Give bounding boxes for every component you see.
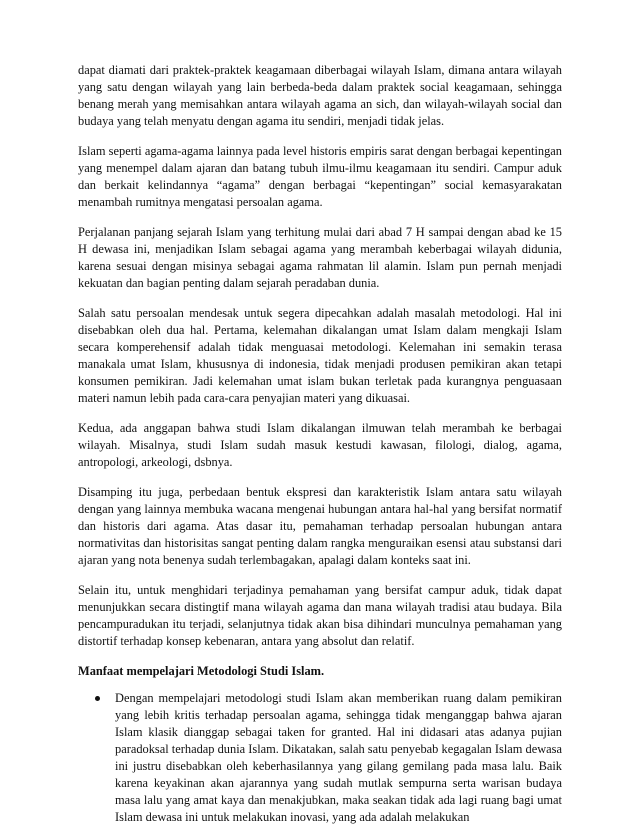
section-heading: Manfaat mempelajari Metodologi Studi Islam. — [78, 664, 325, 678]
paragraph-7: Selain itu, untuk menghidari terjadinya pemahaman yang bersifat campur aduk, tidak dapat menunjukkan secara distingtif mana wilayah agama dan mana wilayah tradisi atau budaya. Bila pencampuradukan itu terjadi, selanjutnya tidak akan bisa dihindari munculnya pemahaman yang distortif terhadap konsep kebenaran, antara yang absolut dan relatif. — [78, 583, 562, 648]
bullet-icon — [95, 696, 100, 701]
paragraph-6: Disamping itu juga, perbedaan bentuk ekspresi dan karakteristik Islam antara satu wilayah dengan yang lainnya membuka wacana mengenai hubungan antara hal-hal yang bersifat normatif dan historis dari agama. Atas dasar itu, pemahaman terhadap persoalan hubungan antara normativitas dan historisitas sangat penting dalam rangka menguraikan esensi atau substansi dari ajaran yang nota benenya sudah terlembagakan, apalagi dalam konteks saat ini. — [78, 485, 562, 567]
list-item — [78, 690, 562, 826]
bullet-list — [78, 690, 562, 826]
paragraph-1: dapat diamati dari praktek-praktek keagamaan diberbagai wilayah Islam, dimana antara wilayah yang satu dengan wilayah yang lain berbeda-beda dalam praktek social keagamaan, sehingga benang merah yang memisahkan antara wilayah agama an sich, dan wilayah-wilayah social dan budaya yang telah menyatu dengan agama itu sendiri, menjadi tidak jelas. — [78, 63, 562, 128]
paragraph-2: Islam seperti agama-agama lainnya pada level historis empiris sarat dengan berbagai kepentingan yang menempel dalam ajaran dan batang tubuh ilmu-ilmu keagamaan itu sendiri. Campur aduk dan berkait kelindannya “agama” dengan berbagai “kepentingan” social kemasyarakatan menambah rumitnya mengatasi persoalan agama. — [78, 144, 562, 209]
paragraph-3: Perjalanan panjang sejarah Islam yang terhitung mulai dari abad 7 H sampai dengan abad ke 15 H dewasa ini, menjadikan Islam sebagai agama yang merambah keberbagai wilayah didunia, karena sesuai dengan misinya sebagai agama rahmatan lil alamin. Islam pun pernah menjadi kekuatan dan bagian penting dalam sejarah peradaban dunia. — [78, 225, 562, 290]
paragraph-5: Kedua, ada anggapan bahwa studi Islam dikalangan ilmuwan telah merambah ke berbagai wilayah. Misalnya, studi Islam sudah masuk kestudi kawasan, filologi, dialog, agama, antropologi, arkeologi, dsbnya. — [78, 421, 562, 469]
list-item-text: Dengan mempelajari metodologi studi Islam akan memberikan ruang dalam pemikiran yang lebih kritis terhadap persoalan agama, sehingga tidak menganggap bahwa ajaran Islam klasik dianggap sebagai taken for granted. Hal ini didasari atas adanya pujian paradoksal terhadap dunia Islam. Dikatakan, salah satu penyebab kegagalan Islam dewasa ini justru disebabkan oleh keberhasilannya yang gilang gemilang pada masa lalu. Baik karena keyakinan akan ajarannya yang sudah mutlak sempurna serta warisan budaya masa lalu yang amat kaya dan menakjubkan, maka seakan tidak ada lagi ruang bagi umat Islam dewasa ini untuk melakukan inovasi, yang ada adalah melakukan — [115, 691, 562, 824]
paragraph-4: Salah satu persoalan mendesak untuk segera dipecahkan adalah masalah metodologi. Hal ini disebabkan oleh dua hal. Pertama, kelemahan dikalangan umat Islam dalam mengkaji Islam secara komperehensif adalah tidak menguasai metodologi. Kelemahan ini semakin terasa manakala umat Islam, khususnya di indonesia, tidak menjadi produsen pemikiran akan tetapi konsumen pemikiran. Jadi kelemahan umat islam bukan terletak pada kurangnya penguasaan materi namun lebih pada cara-cara penyajian materi yang dikuasai. — [78, 306, 562, 405]
